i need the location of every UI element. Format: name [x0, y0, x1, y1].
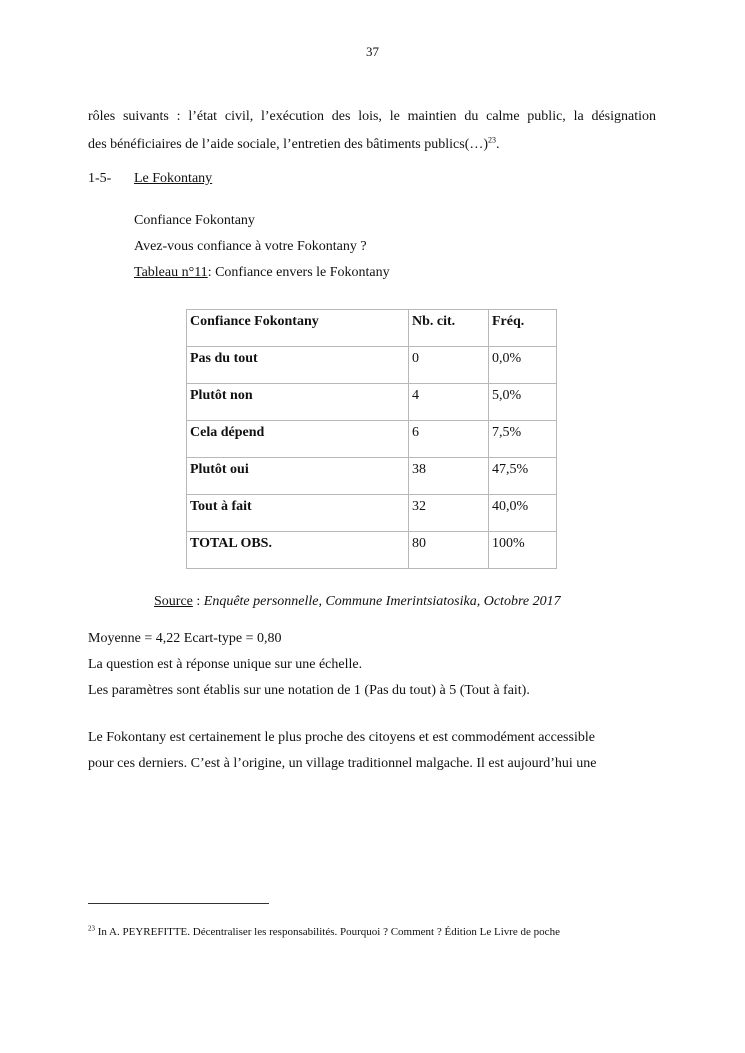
table-row [187, 421, 557, 458]
stats-mean-line: Moyenne = 4,22 Ecart-type = 0,80 [88, 631, 282, 646]
table-source: Source : Enquête personnelle, Commune Imerintsiatosika, Octobre 2017 [154, 594, 561, 609]
count-cell: 32 [409, 495, 489, 532]
header-cell: Confiance Fokontany [187, 310, 409, 347]
frequency-cell: 0,0% [489, 347, 557, 384]
header-cell: Nb. cit. [409, 310, 489, 347]
source-label: Source [154, 594, 193, 609]
frequency-cell: 5,0% [489, 384, 557, 421]
closing-paragraph [88, 725, 656, 777]
table-row [187, 495, 557, 532]
row-label-cell: Tout à fait [187, 495, 409, 532]
footnote-divider [88, 903, 269, 904]
row-label-cell: Plutôt non [187, 384, 409, 421]
confidence-table [186, 309, 557, 569]
page-number: 37 [366, 44, 379, 59]
question-heading: Confiance Fokontany [134, 213, 255, 228]
count-cell: 0 [409, 347, 489, 384]
closing-line-2: pour ces derniers. C’est à l’origine, un village traditionnel malgache. Il est aujourd’hui une [88, 756, 597, 771]
table-header-row [187, 310, 557, 347]
closing-line-1: Le Fokontany est certainement le plus proche des citoyens et est commodément accessible [88, 730, 595, 745]
table-caption: Tableau n°11: Confiance envers le Fokontany [134, 265, 390, 280]
count-cell: 80 [409, 532, 489, 569]
count-cell: 4 [409, 384, 489, 421]
section-title: Le Fokontany [134, 171, 213, 186]
footnote-text: In A. PEYREFITTE. Décentraliser les responsabilités. Pourquoi ? Comment ? Édition Le Livre de poche [95, 926, 560, 938]
stats-scale-line: La question est à réponse unique sur une échelle. [88, 657, 363, 672]
table-label: Tableau n°11 [134, 265, 208, 280]
source-text: Enquête personnelle, Commune Imerintsiatosika, Octobre 2017 [203, 594, 561, 609]
intro-paragraph [88, 103, 656, 159]
row-label-cell: Plutôt oui [187, 458, 409, 495]
footnote [88, 926, 560, 938]
footnote-number: 23 [88, 924, 95, 933]
table-row [187, 384, 557, 421]
section-heading [88, 171, 212, 187]
frequency-cell: 40,0% [489, 495, 557, 532]
section-number: 1-5- [88, 171, 112, 186]
table-row [187, 347, 557, 384]
count-cell: 38 [409, 458, 489, 495]
intro-line-1: rôles suivants : l’état civil, l’exécution des lois, le maintien du calme public, la désignation [88, 109, 656, 124]
table-total-row [187, 532, 557, 569]
footnote-reference[interactable]: 23 [488, 135, 497, 145]
row-label-cell: Cela dépend [187, 421, 409, 458]
table-row [187, 458, 557, 495]
question-text: Avez-vous confiance à votre Fokontany ? [134, 239, 367, 254]
row-label-cell: Pas du tout [187, 347, 409, 384]
intro-line-2: des bénéficiaires de l’aide sociale, l’entretien des bâtiments publics(…)$^{23}$. [88, 135, 500, 152]
row-label-cell: TOTAL OBS. [187, 532, 409, 569]
frequency-cell: 7,5% [489, 421, 557, 458]
header-cell: Fréq. [489, 310, 557, 347]
frequency-cell: 47,5% [489, 458, 557, 495]
stats-notation-line: Les paramètres sont établis sur une notation de 1 (Pas du tout) à 5 (Tout à fait). [88, 683, 530, 698]
count-cell: 6 [409, 421, 489, 458]
frequency-cell: 100% [489, 532, 557, 569]
